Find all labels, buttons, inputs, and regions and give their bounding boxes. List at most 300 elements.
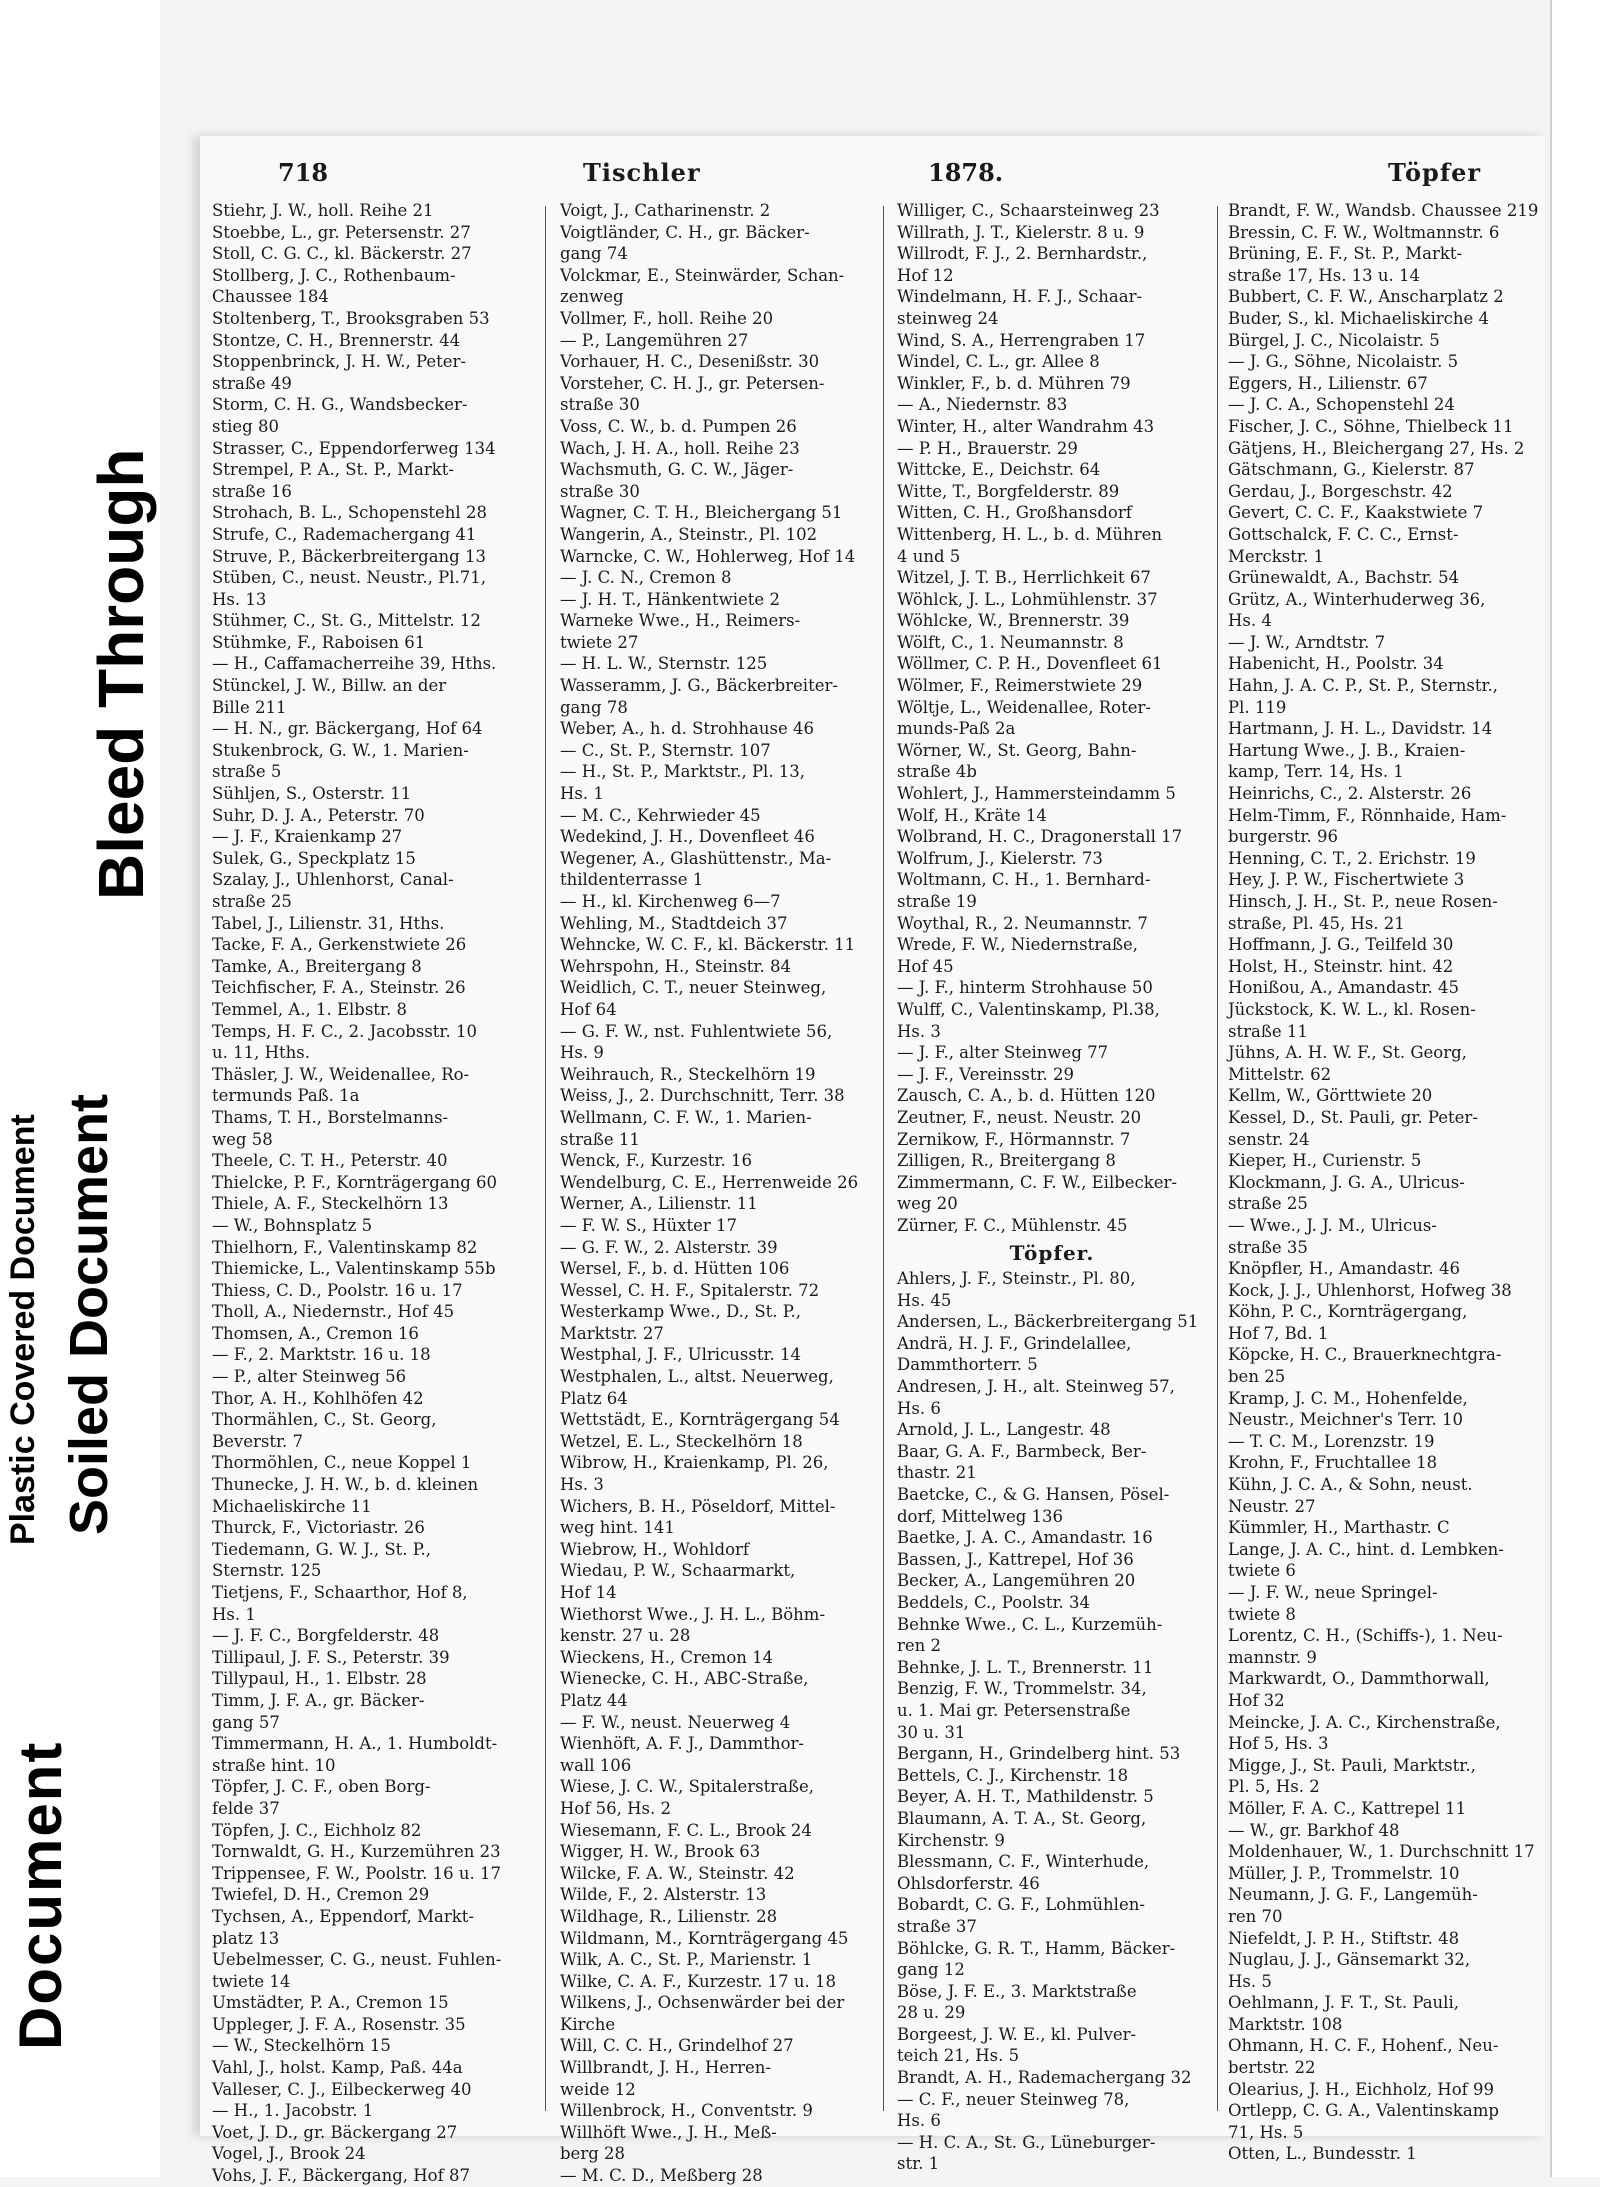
- directory-entry: Wöllmer, C. P. H., Dovenfleet 61: [897, 654, 1163, 674]
- directory-entry: straße 25: [1228, 1194, 1308, 1214]
- directory-entry: Brüning, E. F., St. P., Markt-: [1228, 244, 1463, 264]
- directory-entry: Wöhlcke, W., Brennerstr. 39: [897, 611, 1130, 631]
- directory-entry: 30 u. 31: [897, 1722, 966, 1742]
- directory-entry: — M. C., Kehrwieder 45: [560, 805, 761, 825]
- directory-entry: Kramp, J. C. M., Hohenfelde,: [1228, 1388, 1468, 1408]
- directory-entry: Niefeldt, J. P. H., Stiftstr. 48: [1228, 1928, 1460, 1948]
- directory-entry: Meincke, J. A. C., Kirchenstraße,: [1228, 1712, 1501, 1732]
- scan-right-edge: [1550, 0, 1600, 2177]
- directory-entry: Buder, S., kl. Michaeliskirche 4: [1228, 308, 1490, 328]
- directory-entry: kenstr. 27 u. 28: [560, 1626, 691, 1646]
- entry-column-3: [897, 200, 1207, 2174]
- directory-entry: Struve, P., Bäckerbreitergang 13: [212, 546, 486, 566]
- directory-entry: Hs. 3: [560, 1475, 604, 1495]
- directory-entry: gang 78: [560, 697, 628, 717]
- directory-entry: senstr. 24: [1228, 1129, 1310, 1149]
- directory-entry: Hinsch, J. H., St. P., neue Rosen-: [1228, 892, 1498, 911]
- plastic-covered-label: Plastic Covered Document: [4, 1114, 42, 1545]
- directory-entry: Wilke, C. A. F., Kurzestr. 17 u. 18: [560, 1971, 836, 1991]
- directory-entry: Bubbert, C. F. W., Anscharplatz 2: [1228, 287, 1504, 307]
- directory-entry: Hs. 1: [212, 1604, 256, 1624]
- directory-entry: Wildhage, R., Lilienstr. 28: [560, 1906, 778, 1926]
- directory-entry: Pl. 119: [1228, 697, 1287, 717]
- directory-entry: Tornwaldt, G. H., Kurzemühren 23: [212, 1842, 501, 1862]
- directory-entry: Wehling, M., Stadtdeich 37: [560, 913, 788, 933]
- directory-entry: Hof 12: [897, 265, 954, 285]
- directory-entry: Thomsen, A., Cremon 16: [212, 1323, 419, 1343]
- directory-entry: Kock, J. J., Uhlenhorst, Hofweg 38: [1228, 1280, 1512, 1300]
- directory-entry: Wehncke, W. C. F., kl. Bäckerstr. 11: [560, 935, 856, 955]
- directory-entry: Hey, J. P. W., Fischertwiete 3: [1228, 870, 1465, 890]
- directory-entry: — J. G., Söhne, Nicolaistr. 5: [1228, 352, 1459, 372]
- directory-entry: Wasseramm, J. G., Bäckerbreiter-: [560, 676, 838, 696]
- directory-entry: — H., kl. Kirchenweg 6—7: [560, 892, 781, 911]
- directory-entry: Strasser, C., Eppendorferweg 134: [212, 438, 496, 458]
- directory-entry: 4 und 5: [897, 546, 961, 566]
- directory-entry: Tholl, A., Niedernstr., Hof 45: [212, 1302, 455, 1322]
- directory-entry: teich 21, Hs. 5: [897, 2046, 1020, 2066]
- directory-entry: Woltmann, C. H., 1. Bernhard-: [897, 870, 1151, 890]
- directory-entry: Tiedemann, G. W. J., St. P.,: [212, 1539, 431, 1559]
- directory-entry: Hartmann, J. H. L., Davidstr. 14: [1228, 719, 1493, 739]
- directory-entry: Bressin, C. F. W., Woltmannstr. 6: [1228, 222, 1500, 242]
- directory-entry: — H. L. W., Sternstr. 125: [560, 654, 768, 674]
- directory-entry: — P. H., Brauerstr. 29: [897, 438, 1078, 458]
- directory-entry: — G. F. W., nst. Fuhlentwiete 56,: [560, 1021, 833, 1041]
- directory-entry: Wilkens, J., Ochsenwärder bei der: [560, 1993, 845, 2013]
- directory-entry: Will, C. C. H., Grindelhof 27: [560, 2036, 794, 2056]
- directory-entry: ben 25: [1228, 1367, 1286, 1387]
- directory-entry: — F. W., neust. Neuerweg 4: [560, 1712, 791, 1732]
- directory-entry: Baar, G. A. F., Barmbeck, Ber-: [897, 1441, 1147, 1461]
- directory-entry: Platz 44: [560, 1690, 628, 1710]
- directory-entry: termunds Paß. 1a: [212, 1086, 360, 1106]
- directory-entry: Michaeliskirche 11: [212, 1496, 372, 1516]
- directory-entry: Gätschmann, G., Kielerstr. 87: [1228, 460, 1475, 480]
- directory-entry: Vohs, J. F., Bäckergang, Hof 87: [212, 2166, 470, 2186]
- directory-entry: Wilcke, F. A. W., Steinstr. 42: [560, 1863, 795, 1883]
- directory-entry: Hs. 9: [560, 1043, 604, 1063]
- directory-entry: — C., St. P., Sternstr. 107: [560, 740, 771, 760]
- directory-entry: straße 17, Hs. 13 u. 14: [1228, 265, 1421, 285]
- directory-entry: — J. C. A., Schopenstehl 24: [1228, 395, 1455, 415]
- directory-entry: Zernikow, F., Hörmannstr. 7: [897, 1129, 1131, 1149]
- directory-entry: Zürner, F. C., Mühlenstr. 45: [897, 1215, 1128, 1235]
- directory-entry: Hs. 3: [897, 1021, 941, 1041]
- directory-entry: str. 1: [897, 2154, 940, 2174]
- directory-entry: berg 28: [560, 2144, 626, 2164]
- directory-entry: Witzel, J. T. B., Herrlichkeit 67: [897, 568, 1151, 588]
- directory-entry: Wigger, H. W., Brook 63: [560, 1842, 761, 1862]
- directory-entry: Wölmer, F., Reimerstwiete 29: [897, 676, 1143, 696]
- directory-entry: Windelmann, H. F. J., Schaar-: [897, 287, 1143, 307]
- directory-entry: Wolf, H., Kräte 14: [897, 805, 1047, 825]
- directory-entry: Wolbrand, H. C., Dragonerstall 17: [897, 827, 1183, 847]
- directory-entry: Neustr., Meichner's Terr. 10: [1228, 1410, 1464, 1430]
- directory-entry: Timmermann, H. A., 1. Humboldt-: [212, 1734, 498, 1754]
- directory-entry: Andersen, L., Bäckerbreitergang 51: [897, 1312, 1199, 1332]
- directory-entry: Beverstr. 7: [212, 1431, 304, 1451]
- directory-entry: — J. F. W., neue Springel-: [1228, 1583, 1438, 1602]
- directory-entry: Hof 64: [560, 999, 617, 1019]
- directory-entry: straße 19: [897, 892, 977, 911]
- directory-entry: Weber, A., h. d. Strohhause 46: [560, 719, 815, 739]
- directory-entry: Becker, A., Langemühren 20: [897, 1571, 1136, 1591]
- directory-entry: Zeutner, F., neust. Neustr. 20: [897, 1107, 1142, 1127]
- directory-entry: Wiethorst Wwe., J. H. L., Böhm-: [560, 1604, 826, 1624]
- directory-entry: Lorentz, C. H., (Schiffs-), 1. Neu-: [1228, 1626, 1503, 1646]
- directory-entry: stieg 80: [212, 416, 279, 436]
- directory-entry: — J. F., alter Steinweg 77: [897, 1043, 1109, 1063]
- directory-entry: Kessel, D., St. Pauli, gr. Peter-: [1228, 1107, 1478, 1127]
- directory-entry: Wörner, W., St. Georg, Bahn-: [897, 740, 1137, 760]
- directory-entry: Habenicht, H., Poolstr. 34: [1228, 654, 1444, 674]
- directory-entry: Volckmar, E., Steinwärder, Schan-: [560, 265, 845, 285]
- directory-entry: Witte, T., Borgfelderstr. 89: [897, 481, 1120, 501]
- directory-entry: Willrath, J. T., Kielerstr. 8 u. 9: [897, 222, 1145, 242]
- directory-entry: Wilde, F., 2. Alsterstr. 13: [560, 1885, 767, 1905]
- directory-entry: Bürgel, J. C., Nicolaistr. 5: [1228, 330, 1440, 350]
- directory-entry: Gätjens, H., Bleichergang 27, Hs. 2: [1228, 438, 1525, 458]
- directory-entry: Marktstr. 27: [560, 1323, 664, 1343]
- directory-entry: Sternstr. 125: [212, 1561, 322, 1581]
- directory-entry: Thormählen, C., St. Georg,: [212, 1410, 437, 1430]
- directory-entry: Stoll, C. G. C., kl. Bäckerstr. 27: [212, 244, 472, 264]
- directory-entry: Hof 14: [560, 1583, 617, 1602]
- directory-entry: Voss, C. W., b. d. Pumpen 26: [560, 416, 797, 436]
- header-year: 1878.: [928, 158, 1004, 187]
- directory-entry: — F. W. S., Hüxter 17: [560, 1215, 737, 1235]
- directory-entry: Mittelstr. 62: [1228, 1064, 1332, 1084]
- directory-entry: Baetke, J. A. C., Amandastr. 16: [897, 1528, 1153, 1548]
- directory-entry: Kirchenstr. 9: [897, 1830, 1005, 1850]
- directory-entry: Kieper, H., Curienstr. 5: [1228, 1151, 1422, 1171]
- directory-entry: weide 12: [560, 2079, 636, 2099]
- directory-entry: Wohlert, J., Hammersteindamm 5: [897, 784, 1176, 804]
- directory-entry: — J. F., hinterm Strohhause 50: [897, 978, 1153, 998]
- directory-entry: Thormöhlen, C., neue Koppel 1: [212, 1453, 472, 1473]
- directory-entry: Baetcke, C., & G. Hansen, Pösel-: [897, 1485, 1170, 1505]
- directory-entry: Henning, C. T., 2. Erichstr. 19: [1228, 848, 1476, 868]
- directory-entry: Windel, C. L., gr. Allee 8: [897, 352, 1100, 372]
- directory-entry: platz 13: [212, 1928, 280, 1948]
- directory-entry: Marktstr. 108: [1228, 2014, 1343, 2034]
- directory-entry: Willhöft Wwe., J. H., Meß-: [560, 2122, 777, 2142]
- directory-entry: Jühns, A. H. W. F., St. Georg,: [1228, 1043, 1467, 1063]
- directory-entry: 28 u. 29: [897, 2003, 966, 2023]
- directory-entry: Stoltenberg, T., Brooksgraben 53: [212, 308, 490, 328]
- directory-entry: Markwardt, O., Dammthorwall,: [1228, 1669, 1490, 1689]
- directory-entry: Migge, J., St. Pauli, Marktstr.,: [1228, 1755, 1476, 1775]
- directory-entry: Lange, J. A. C., hint. d. Lembken-: [1228, 1539, 1504, 1559]
- header-title-left: Tischler: [583, 158, 701, 187]
- directory-entry: weg 58: [212, 1129, 273, 1149]
- directory-entry: weg hint. 141: [560, 1518, 675, 1538]
- directory-entry: — W., gr. Barkhof 48: [1228, 1820, 1400, 1840]
- directory-entry: Ahlers, J. F., Steinstr., Pl. 80,: [897, 1269, 1136, 1289]
- directory-entry: Wind, S. A., Herrengraben 17: [897, 330, 1146, 350]
- directory-entry: Hof 45: [897, 956, 954, 976]
- directory-entry: Wildmann, M., Kornträgergang 45: [560, 1928, 849, 1948]
- directory-entry: Beyer, A. H. T., Mathildenstr. 5: [897, 1787, 1154, 1807]
- directory-entry: straße 25: [212, 892, 292, 911]
- directory-entry: — P., alter Steinweg 56: [212, 1367, 407, 1387]
- directory-entry: Stontze, C. H., Brennerstr. 44: [212, 330, 461, 350]
- directory-entry: Blessmann, C. F., Winterhude,: [897, 1852, 1150, 1872]
- directory-entry: Willbrandt, J. H., Herren-: [560, 2058, 771, 2078]
- directory-entry: Zilligen, R., Breitergang 8: [897, 1151, 1116, 1171]
- directory-entry: Ohlsdorferstr. 46: [897, 1873, 1040, 1893]
- directory-entry: straße 30: [560, 481, 640, 501]
- directory-entry: Warncke, C. W., Hohlerweg, Hof 14: [560, 546, 856, 566]
- directory-entry: Williger, C., Schaarsteinweg 23: [897, 201, 1160, 220]
- directory-entry: burgerstr. 96: [1228, 827, 1338, 847]
- directory-entry: Jückstock, K. W. L., kl. Rosen-: [1228, 999, 1476, 1019]
- directory-entry: Wettstädt, E., Kornträgergang 54: [560, 1410, 840, 1430]
- directory-entry: Beddels, C., Poolstr. 34: [897, 1593, 1091, 1612]
- directory-entry: Vorhauer, H. C., Desenißstr. 30: [560, 352, 820, 372]
- directory-entry: Weihrauch, R., Steckelhörn 19: [560, 1064, 816, 1084]
- directory-entry: Wienecke, C. H., ABC-Straße,: [560, 1669, 809, 1689]
- directory-entry: Temmel, A., 1. Elbstr. 8: [212, 999, 407, 1019]
- directory-entry: Hs. 1: [560, 784, 604, 804]
- directory-entry: Hof 56, Hs. 2: [560, 1798, 672, 1818]
- directory-entry: twiete 14: [212, 1971, 291, 1991]
- directory-entry: Töpfer, J. C. F., oben Borg-: [212, 1777, 431, 1797]
- directory-entry: — C. F., neuer Steinweg 78,: [897, 2089, 1130, 2109]
- directory-entry: Tietjens, F., Schaarthor, Hof 8,: [212, 1583, 468, 1602]
- directory-entry: Köpcke, H. C., Brauerknechtgra-: [1228, 1345, 1502, 1365]
- directory-entry: Kirche: [560, 2014, 616, 2034]
- directory-entry: Voigt, J., Catharinenstr. 2: [560, 201, 771, 220]
- directory-entry: Sühljen, S., Osterstr. 11: [212, 784, 412, 804]
- directory-entry: Hs. 5: [1228, 1971, 1272, 1991]
- directory-entry: Grünewaldt, A., Bachstr. 54: [1228, 568, 1460, 588]
- directory-entry: Vollmer, F., holl. Reihe 20: [560, 308, 774, 328]
- directory-entry: Uppleger, J. F. A., Rosenstr. 35: [212, 2014, 466, 2034]
- directory-entry: — W., Bohnsplatz 5: [212, 1215, 373, 1235]
- directory-entry: Tillipaul, J. F. S., Peterstr. 39: [212, 1647, 450, 1667]
- directory-entry: ren 70: [1228, 1906, 1283, 1926]
- directory-entry: — H., Caffamacherreihe 39, Hths.: [212, 654, 497, 674]
- directory-entry: Tamke, A., Breitergang 8: [212, 956, 422, 976]
- directory-entry: Merckstr. 1: [1228, 546, 1324, 566]
- directory-entry: Köhn, P. C., Kornträgergang,: [1228, 1302, 1468, 1322]
- directory-entry: Tillypaul, H., 1. Elbstr. 28: [212, 1669, 427, 1689]
- directory-entry: Vogel, J., Brook 24: [212, 2144, 366, 2164]
- directory-entry: Behnke, J. L. T., Brennerstr. 11: [897, 1657, 1154, 1677]
- directory-entry: Woythal, R., 2. Neumannstr. 7: [897, 913, 1148, 933]
- directory-entry: Tychsen, A., Eppendorf, Markt-: [212, 1906, 474, 1926]
- directory-entry: — M. C. D., Meßberg 28: [560, 2166, 763, 2186]
- directory-entry: — J. H. T., Hänkentwiete 2: [560, 589, 780, 609]
- directory-entry: — G. F. W., 2. Alsterstr. 39: [560, 1237, 778, 1257]
- page-number: 718: [278, 158, 329, 187]
- directory-entry: Westerkamp Wwe., D., St. P.,: [560, 1302, 802, 1322]
- directory-entry: Helm-Timm, F., Rönnhaide, Ham-: [1228, 805, 1507, 825]
- directory-entry: Wach, J. H. A., holl. Reihe 23: [560, 438, 800, 458]
- directory-entry: — W., Steckelhörn 15: [212, 2036, 391, 2056]
- directory-entry: Gevert, C. C. F., Kaakstwiete 7: [1228, 503, 1484, 523]
- directory-entry: straße 37: [897, 1916, 977, 1936]
- directory-entry: Valleser, C. J., Eilbeckerweg 40: [212, 2079, 472, 2099]
- directory-entry: — H. C. A., St. G., Lüneburger-: [897, 2132, 1156, 2152]
- directory-entry: u. 11, Hths.: [212, 1043, 310, 1063]
- directory-entry: Stühmer, C., St. G., Mittelstr. 12: [212, 611, 481, 631]
- directory-entry: Sulek, G., Speckplatz 15: [212, 848, 416, 868]
- directory-entry: Stollberg, J. C., Rothenbaum-: [212, 265, 456, 285]
- directory-entry: Wrede, F. W., Niedernstraße,: [897, 935, 1139, 955]
- directory-entry: Strufe, C., Rademachergang 41: [212, 524, 477, 544]
- directory-entry: Böhlcke, G. R. T., Hamm, Bäcker-: [897, 1938, 1176, 1958]
- directory-entry: Ortlepp, C. G. A., Valentinskamp: [1228, 2101, 1499, 2121]
- directory-entry: zenweg: [560, 287, 624, 307]
- directory-entry: Wöhlck, J. L., Lohmühlenstr. 37: [897, 589, 1158, 609]
- directory-entry: dorf, Mittelweg 136: [897, 1506, 1064, 1526]
- directory-entry: Hs. 6: [897, 2111, 941, 2131]
- directory-entry: Chaussee 184: [212, 287, 329, 307]
- directory-entry: Wilk, A. C., St. P., Marienstr. 1: [560, 1950, 813, 1970]
- directory-entry: twiete 6: [1228, 1561, 1296, 1581]
- directory-entry: straße 30: [560, 395, 640, 415]
- directory-entry: Szalay, J., Uhlenhorst, Canal-: [212, 870, 454, 890]
- directory-entry: Hs. 45: [897, 1290, 952, 1310]
- directory-entry: Thiele, A. F., Steckelhörn 13: [212, 1194, 449, 1214]
- directory-entry: Vorsteher, C. H. J., gr. Petersen-: [560, 373, 825, 393]
- directory-entry: Andrä, H. J. F., Grindelallee,: [897, 1333, 1132, 1353]
- directory-entry: gang 12: [897, 1960, 965, 1980]
- directory-entry: Timm, J. F. A., gr. Bäcker-: [212, 1690, 425, 1710]
- directory-entry: wall 106: [560, 1755, 632, 1775]
- directory-entry: Tacke, F. A., Gerkenstwiete 26: [212, 935, 467, 955]
- directory-entry: Dammthorterr. 5: [897, 1355, 1038, 1375]
- directory-entry: Warneke Wwe., H., Reimers-: [560, 611, 801, 631]
- directory-entry: straße 16: [212, 481, 292, 501]
- directory-entry: Wulff, C., Valentinskamp, Pl.38,: [897, 999, 1160, 1019]
- directory-entry: straße 11: [1228, 1021, 1308, 1041]
- directory-entry: — H., 1. Jacobstr. 1: [212, 2101, 374, 2121]
- bleed-through-label: Bleed Through: [85, 448, 157, 900]
- directory-entry: Tabel, J., Lilienstr. 31, Hths.: [212, 913, 445, 933]
- directory-entry: — J. F., Kraienkamp 27: [212, 827, 403, 847]
- directory-entry: Hs. 13: [212, 589, 267, 609]
- directory-entry: Neustr. 27: [1228, 1496, 1316, 1516]
- directory-entry: Moldenhauer, W., 1. Durchschnitt 17: [1228, 1842, 1535, 1862]
- scan-margin: [0, 0, 160, 2177]
- directory-entry: gang 74: [560, 244, 628, 264]
- directory-entry: Hof 5, Hs. 3: [1228, 1734, 1329, 1754]
- directory-entry: Brandt, F. W., Wandsb. Chaussee 219: [1228, 201, 1539, 220]
- directory-entry: Zimmermann, C. F. W., Eilbecker-: [897, 1172, 1178, 1192]
- directory-entry: Gerdau, J., Borgeschstr. 42: [1228, 481, 1453, 501]
- directory-entry: Willrodt, F. J., 2. Bernhardstr.,: [897, 244, 1148, 264]
- directory-entry: Nuglau, J. J., Gänsemarkt 32,: [1228, 1950, 1471, 1970]
- entry-column-1: [212, 200, 527, 2186]
- directory-entry: Witten, C. H., Großhansdorf: [897, 503, 1132, 523]
- directory-entry: Krohn, F., Fruchtallee 18: [1228, 1453, 1438, 1473]
- directory-entry: gang 57: [212, 1712, 280, 1732]
- directory-entry: Wachsmuth, G. C. W., Jäger-: [560, 460, 794, 480]
- directory-entry: Trippensee, F. W., Poolstr. 16 u. 17: [212, 1863, 501, 1883]
- directory-entry: Thor, A. H., Kohlhöfen 42: [212, 1388, 424, 1408]
- directory-entry: Andresen, J. H., alt. Steinweg 57,: [897, 1377, 1175, 1397]
- directory-entry: Thurck, F., Victoriastr. 26: [212, 1518, 425, 1538]
- directory-entry: Wibrow, H., Kraienkamp, Pl. 26,: [560, 1453, 829, 1473]
- directory-entry: Bille 211: [212, 697, 287, 717]
- directory-entry: — A., Niedernstr. 83: [897, 395, 1068, 415]
- directory-entry: Möller, F. A. C., Kattrepel 11: [1228, 1798, 1467, 1818]
- directory-entry: Zausch, C. A., b. d. Hütten 120: [897, 1086, 1156, 1106]
- directory-entry: Wienhöft, A. F. J., Dammthor-: [560, 1734, 804, 1754]
- directory-entry: Theele, C. T. H., Peterstr. 40: [212, 1151, 448, 1171]
- section-heading: Töpfer.: [1009, 1240, 1095, 1265]
- directory-entry: felde 37: [212, 1798, 280, 1818]
- directory-entry: Hoffmann, J. G., Teilfeld 30: [1228, 935, 1454, 955]
- directory-entry: Wölft, C., 1. Neumannstr. 8: [897, 632, 1124, 652]
- directory-entry: Werner, A., Lilienstr. 11: [560, 1194, 758, 1214]
- directory-entry: Kümmler, H., Marthastr. C: [1228, 1518, 1450, 1538]
- directory-entry: Stoppenbrinck, J. H. W., Peter-: [212, 352, 466, 372]
- directory-entry: Wittenberg, H. L., b. d. Mühren: [897, 524, 1162, 544]
- directory-entry: Strempel, P. A., St. P., Markt-: [212, 460, 454, 480]
- directory-entry: Wehrspohn, H., Steinstr. 84: [560, 956, 791, 976]
- directory-entry: Wichers, B. H., Pöseldorf, Mittel-: [560, 1496, 836, 1516]
- directory-entry: Uebelmesser, C. G., neust. Fuhlen-: [212, 1950, 502, 1970]
- directory-entry: Borgeest, J. W. E., kl. Pulver-: [897, 2024, 1137, 2044]
- directory-entry: Hs. 4: [1228, 611, 1272, 631]
- directory-entry: Fischer, J. C., Söhne, Thielbeck 11: [1228, 416, 1514, 436]
- directory-entry: Böse, J. F. E., 3. Marktstraße: [897, 1981, 1137, 2001]
- directory-entry: Pl. 5, Hs. 2: [1228, 1777, 1320, 1797]
- soiled-document-label: Soiled Document: [59, 1093, 119, 1535]
- directory-entry: Wagner, C. T. H., Bleichergang 51: [560, 503, 843, 523]
- directory-entry: Otten, L., Bundesstr. 1: [1228, 2144, 1417, 2164]
- directory-entry: Westphalen, L., altst. Neuerweg,: [560, 1367, 834, 1387]
- directory-entry: Thäsler, J. W., Weidenallee, Ro-: [212, 1064, 470, 1084]
- directory-entry: Wendelburg, C. E., Herrenweide 26: [560, 1172, 859, 1192]
- directory-entry: Weiss, J., 2. Durchschnitt, Terr. 38: [560, 1086, 845, 1106]
- directory-entry: straße, Pl. 45, Hs. 21: [1228, 913, 1405, 933]
- directory-entry: Töpfen, J. C., Eichholz 82: [212, 1820, 422, 1840]
- directory-entry: Umstädter, P. A., Cremon 15: [212, 1993, 449, 2013]
- directory-entry: u. 1. Mai gr. Petersenstraße: [897, 1700, 1131, 1720]
- directory-entry: Hof 7, Bd. 1: [1228, 1323, 1329, 1343]
- directory-entry: Knöpfler, H., Amandastr. 46: [1228, 1259, 1460, 1279]
- directory-entry: weg 20: [897, 1194, 958, 1214]
- directory-entry: Thunecke, J. H. W., b. d. kleinen: [212, 1475, 479, 1495]
- directory-entry: Wenck, F., Kurzestr. 16: [560, 1151, 752, 1171]
- directory-entry: Neumann, J. G. F., Langemüh-: [1228, 1885, 1478, 1905]
- directory-entry: straße 5: [212, 762, 282, 782]
- directory-entry: Wiese, J. C. W., Spitalerstraße,: [560, 1777, 814, 1797]
- directory-entry: twiete 27: [560, 632, 639, 652]
- directory-entry: Platz 64: [560, 1388, 628, 1408]
- directory-entry: Holst, H., Steinstr. hint. 42: [1228, 956, 1454, 976]
- directory-entry: Stoebbe, L., gr. Petersenstr. 27: [212, 222, 471, 242]
- directory-entry: — J. F. C., Borgfelderstr. 48: [212, 1626, 440, 1646]
- directory-entry: — T. C. M., Lorenzstr. 19: [1228, 1431, 1435, 1451]
- directory-entry: Thielcke, P. F., Kornträgergang 60: [212, 1172, 498, 1192]
- directory-entry: straße 11: [560, 1129, 640, 1149]
- directory-entry: Thams, T. H., Borstelmanns-: [212, 1107, 449, 1127]
- directory-entry: Olearius, J. H., Eichholz, Hof 99: [1228, 2079, 1494, 2099]
- directory-entry: Bassen, J., Kattrepel, Hof 36: [897, 1549, 1134, 1569]
- directory-entry: — J. C. N., Cremon 8: [560, 568, 732, 588]
- directory-entry: Stukenbrock, G. W., 1. Marien-: [212, 740, 469, 760]
- directory-entry: — H., St. P., Marktstr., Pl. 13,: [560, 762, 806, 782]
- directory-entry: Stühmke, F., Raboisen 61: [212, 632, 426, 652]
- directory-entry: Kellm, W., Görttwiete 20: [1228, 1086, 1433, 1106]
